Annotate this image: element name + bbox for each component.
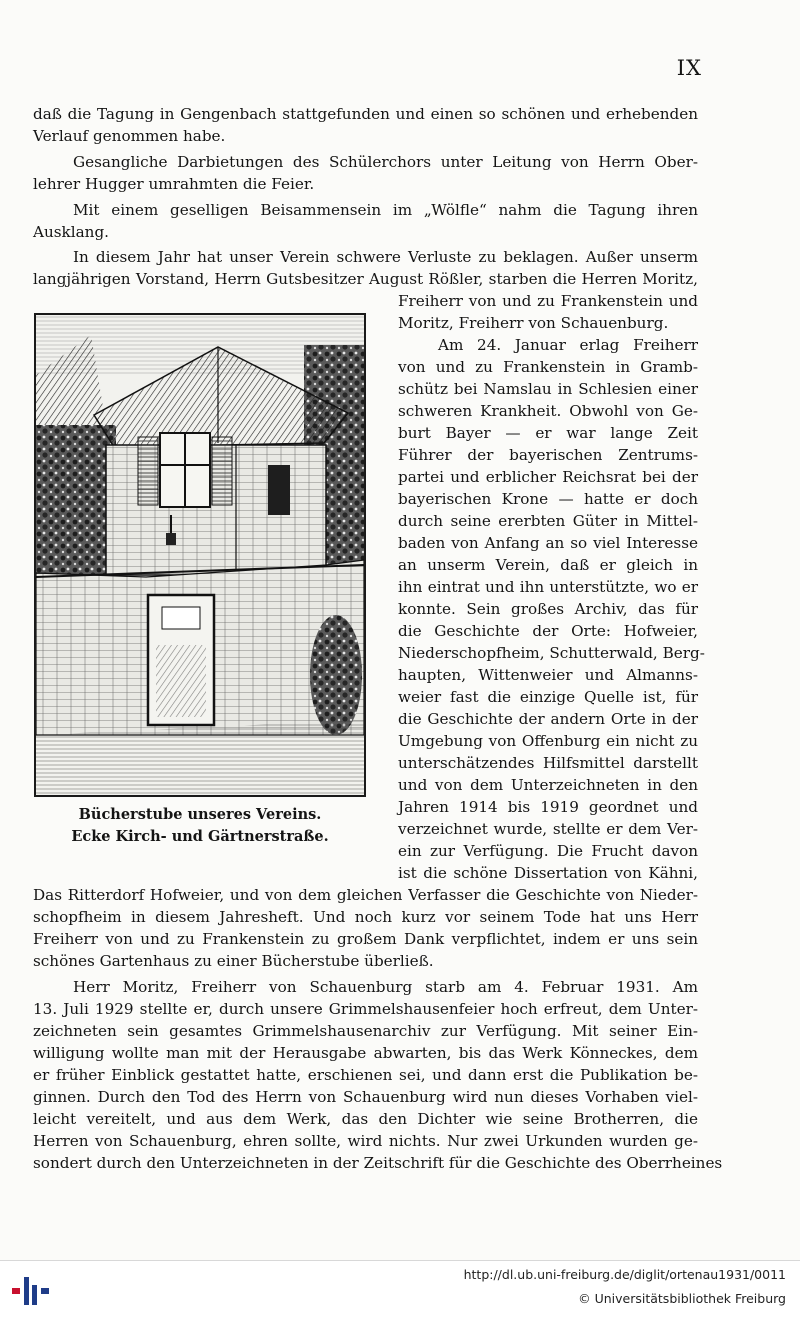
text-line: Umgebung von Offenburg ein nicht zu — [398, 732, 698, 750]
text-line: konnte. Sein großes Archiv, das für — [398, 600, 698, 618]
text-line: er früher Einblick gestattet hatte, erschienen sei, und dann erst die Publikation be- — [33, 1066, 698, 1084]
text-line: Freiherr von und zu Frankenstein zu großem Dank verpflichtet, indem er uns sein — [33, 930, 698, 948]
text-line: schweren Krankheit. Obwohl von Ge- — [398, 402, 698, 420]
text-line: Moritz, Freiherr von Schauenburg. — [398, 314, 669, 332]
figure-caption-line-2: Ecke Kirch- und Gärtnerstraße. — [71, 828, 329, 845]
text-line: Gesangliche Darbietungen des Schülerchors unter Leitung von Herrn Ober- — [73, 153, 698, 171]
text-line: die Geschichte der andern Orte in der — [398, 710, 698, 728]
text-line: ein zur Verfügung. Die Frucht davon — [398, 842, 698, 860]
footer-copyright: © Universitätsbibliothek Freiburg — [578, 1291, 786, 1306]
text-line: lehrer Hugger umrahmten die Feier. — [33, 175, 315, 193]
text-line: an unserm Verein, daß er gleich in — [398, 556, 698, 574]
university-library-logo-icon — [10, 1271, 52, 1311]
text-line: haupten, Wittenweier und Almanns- — [398, 666, 698, 684]
text-line: schönes Gartenhaus zu einer Bücherstube überließ. — [33, 952, 434, 970]
text-line: Verlauf genommen habe. — [33, 127, 226, 145]
text-line: 13. Juli 1929 stellte er, durch unsere Grimmelshausenfeier hoch erfreut, dem Unter- — [33, 1000, 698, 1018]
text-line: burt Bayer — er war lange Zeit — [398, 424, 698, 442]
figure-caption-line-1: Bücherstube unseres Vereins. — [78, 806, 322, 823]
text-line: Am 24. Januar erlag Freiherr — [438, 336, 698, 354]
text-line: Führer der bayerischen Zentrums- — [398, 446, 698, 464]
text-line: ist die schöne Dissertation von Kähni, — [398, 864, 698, 882]
text-line: sondert durch den Unterzeichneten in der Zeitschrift für die Geschichte des Oberrheines — [33, 1154, 723, 1172]
footer-url-link[interactable]: http://dl.ub.uni-freiburg.de/diglit/ortenau1931/0011 — [463, 1267, 786, 1282]
text-line: partei und erblicher Reichsrat bei der — [398, 468, 698, 486]
text-line: und von dem Unterzeichneten in den — [398, 776, 698, 794]
text-line: zeichneten sein gesamtes Grimmelshausenarchiv zur Verfügung. Mit seiner Ein- — [33, 1022, 698, 1040]
text-line: unterschätzendes Hilfsmittel darstellt — [398, 754, 698, 772]
text-line: schütz bei Namslau in Schlesien einer — [398, 380, 698, 398]
garden-house-drawing — [36, 315, 364, 795]
text-line: In diesem Jahr hat unser Verein schwere Verluste zu beklagen. Außer unserm — [73, 248, 698, 266]
text-line: Niederschopfheim, Schutterwald, Berg- — [398, 644, 705, 662]
text-line: willigung wollte man mit der Herausgabe abwarten, bis das Werk Könneckes, dem — [33, 1044, 698, 1062]
text-line: ihn eintrat und ihn unterstützte, wo er — [398, 578, 698, 596]
text-line: Jahren 1914 bis 1919 geordnet und — [398, 798, 698, 816]
text-line: von und zu Frankenstein in Gramb- — [398, 358, 698, 376]
page-number: IX — [676, 56, 702, 80]
text-line: die Geschichte der Orte: Hofweier, — [398, 622, 698, 640]
text-line: verzeichnet wurde, stellte er dem Ver- — [398, 820, 698, 838]
text-line: weier fast die einzige Quelle ist, für — [398, 688, 698, 706]
text-line: Mit einem geselligen Beisammensein im „Wölfle“ nahm die Tagung ihren — [73, 201, 698, 219]
text-line: bayerischen Krone — hatte er doch — [398, 490, 698, 508]
text-line: Das Ritterdorf Hofweier, und von dem gleichen Verfasser die Geschichte von Nieder- — [33, 886, 698, 904]
text-line: daß die Tagung in Gengenbach stattgefunden und einen so schönen und erhebenden — [33, 105, 698, 123]
text-line: schopfheim in diesem Jahresheft. Und noch kurz vor seinem Tode hat uns Herr — [33, 908, 698, 926]
text-line: ginnen. Durch den Tod des Herrn von Schauenburg wird nun dieses Vorhaben viel- — [33, 1088, 698, 1106]
text-line: durch seine ererbten Güter in Mittel- — [398, 512, 698, 530]
text-line: Ausklang. — [33, 223, 109, 241]
text-line: Herr Moritz, Freiherr von Schauenburg starb am 4. Februar 1931. Am — [73, 978, 698, 996]
garden-house-illustration — [34, 313, 366, 797]
text-line: langjährigen Vorstand, Herrn Gutsbesitzer August Rößler, starben die Herren Moritz, — [33, 270, 698, 288]
text-line: baden von Anfang an so viel Interesse — [398, 534, 698, 552]
text-line: leicht vereitelt, und aus dem Werk, das den Dichter wie seine Brotherren, die — [33, 1110, 698, 1128]
text-line: Freiherr von und zu Frankenstein und — [398, 292, 698, 310]
text-line: Herren von Schauenburg, ehren sollte, wird nichts. Nur zwei Urkunden wurden ge- — [33, 1132, 698, 1150]
footer-bar — [0, 1260, 800, 1317]
